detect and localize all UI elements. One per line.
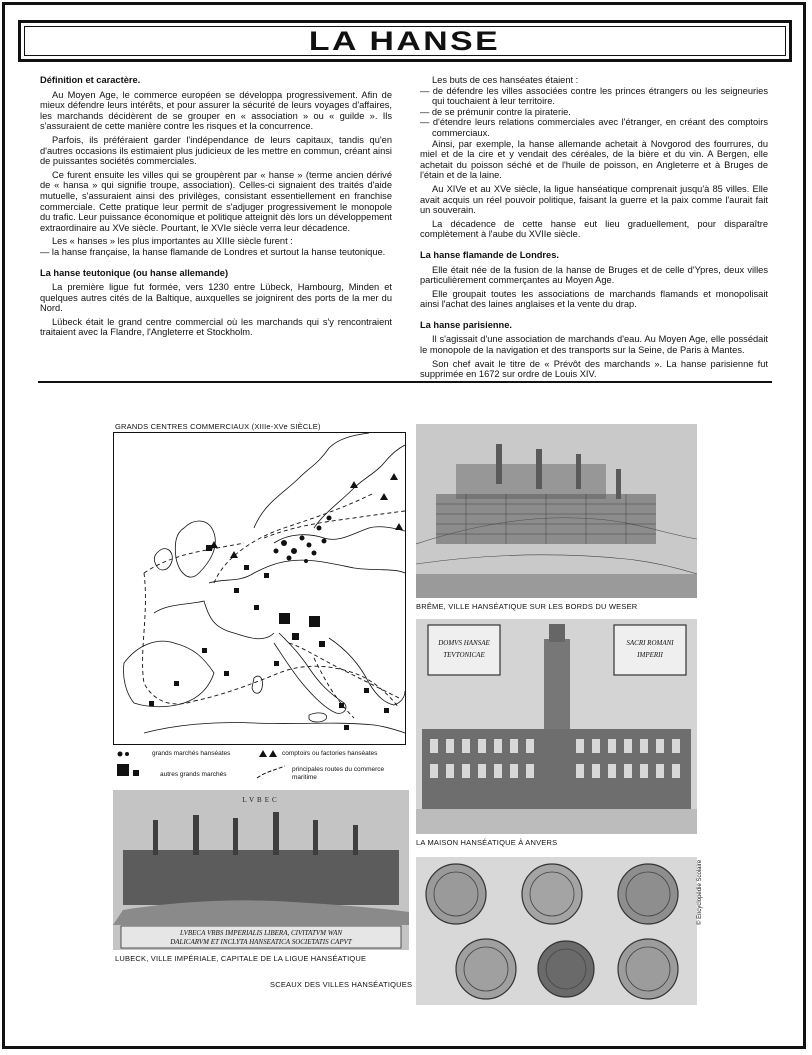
paris-heading: La hanse parisienne. [420,319,512,330]
bremen-drawing [416,424,697,598]
antwerp-caption: LA MAISON HANSÉATIQUE À ANVERS [416,838,558,847]
left-column [40,75,392,341]
paragraph: Il s'agissait d'une association de marchands d'eau. Au Moyen Age, elle possédait le monopole de la navigation et des transports sur la Seine, de Paris à Mantes. [420,334,768,356]
antwerp-cartouche-left-1: DOMVS HANSAE [438,639,490,647]
bremen-caption: BRÊME, VILLE HANSÉATIQUE SUR LES BORDS DU WESER [416,602,638,611]
antwerp-cartouche-left-2: TEVTONICAE [443,651,485,659]
paragraph: Au XIVe et au XVe siècle, la ligue hanséatique comprenait jusqu'à 85 villes. Elle avait acquis un réel pouvoir politique, faisant la guerre et la paix comme l'aurait fait un souverain. [420,183,768,216]
right-column [420,75,768,383]
paragraph: Elle groupait toutes les associations de marchands flamands et monopolisait ainsi l'achat des laines anglaises et la vente du drap. [420,288,768,310]
seals-caption: SCEAUX DES VILLES HANSÉATIQUES [270,980,413,989]
legend-counters-label: comptoirs ou factories hanséates [282,750,378,757]
lubeck-engraving [113,790,409,950]
paragraph: Les buts de ces hanséates étaient : [432,75,579,85]
bremen-engraving [416,424,697,598]
list-item: — de défendre les villes associées contre les princes étrangers ou les seigneuries qui touchaient à leur territoire. [420,85,768,107]
paragraph: Elle était née de la fusion de la hanse de Bruges et de celle d'Ypres, deux villes particulièrement commerçantes au Moyen Age. [420,264,768,286]
lubeck-banner-line-2: DALICARVM ET INCLYTA HANSEATICA SOCIETATIS CAPVT [170,938,352,946]
copyright-notice: © Encyclopédie Scolaire [697,859,703,925]
legend-other-markets-label: autres grands marchés [160,771,227,778]
paragraph: Son chef avait le titre de « Prévôt des marchands ». La hanse parisienne fut supprimée en 1672 sur ordre de Louis XIV. [420,358,768,380]
trade-map [113,432,406,745]
teutonic-heading: La hanse teutonique (ou hanse allemande) [40,267,229,278]
list-item: — la hanse française, la hanse flamande de Londres et surtout la hanse teutonique. [40,246,386,257]
antwerp-drawing [416,619,697,834]
map-caption: GRANDS CENTRES COMMERCIAUX (XIIIe-XVe SIÈCLE) [115,422,321,431]
paragraph: Parfois, ils préféraient garder l'indépendance de leurs capitaux, tandis qu'en d'autres occasions ils estimaient plus judicieux de les mettre en commun, créant ainsi de puissantes sociétés commerciales. [40,134,392,167]
antwerp-cartouche-right-1: SACRI ROMANI [626,639,674,647]
definition-heading: Définition et caractère. [40,75,141,85]
lubeck-banner-line-1: LVBECA VRBS IMPERIALIS LIBERA, CIVITATVM WAN [179,929,343,937]
list-item: — d'étendre leurs relations commerciales avec l'étranger, en créant des comptoirs commerciaux. [420,117,768,138]
legend-markets-label: grands marchés hanséates [152,750,231,757]
flemish-heading: La hanse flamande de Londres. [420,249,559,260]
legend-routes-label: principales routes du commerce maritime [292,766,385,781]
paragraph: Au Moyen Age, le commerce européen se développa progressivement. Afin de mieux défendre leurs intérêts, et pour assurer la sécurité de leurs voyages d'affaires, les marchands décidèrent de se grouper en « association » ou « guilde ». Ils s'assuraient de cette manière contre les risques et la concurrence. [40,89,392,132]
antwerp-cartouche-right-2: IMPERII [637,651,663,659]
seals-photo [416,857,697,1005]
title-box [18,20,792,62]
paragraph: Les « hanses » les plus importantes au XIIIe siècle furent : [52,236,293,247]
seals-drawing [416,857,697,1005]
paragraph: La première ligue fut formée, vers 1230 entre Lübeck, Hambourg, Minden et quelques autres cités de la Baltique, auxquelles se joignirent des ports de la mer du Nord. [40,282,392,314]
lubeck-drawing [113,790,409,950]
list-item: — de se prémunir contre la piraterie. [420,106,571,117]
map-drawing [114,433,405,744]
paragraph: La décadence de cette hanse eut lieu graduellement, pour disparaître complètement à l'aube du XVIIe siècle. [420,218,768,240]
paragraph: Lübeck était le grand centre commercial où les marchands qui s'y rencontraient traitaient avec la Flandre, l'Angleterre et Stockholm. [40,316,392,338]
lubeck-top-label: LVBEC [242,796,280,804]
paragraph: Ce furent ensuite les villes qui se groupèrent par « hanse » (terme ancien dérivé de « hansa » qui signifie troupe, association). Celles-ci signaient des traités d'aide mutuelle, s'assuraient ainsi des privilèges, consistant essentiellement en franchise commerciale. Cette pratique leur permit de s'adjuger progressivement le monopole du trafic. Leur puissance économique et politique atteignit dès lors un développement extraordinaire au XVe siècle. Pourtant, le XVIe siècle verra leur décadence. [40,169,392,233]
antwerp-engraving [416,619,697,834]
paragraph: Ainsi, par exemple, la hanse allemande achetait à Novgorod des fourrures, du miel et de la cire et y vendait des céréales, de la bière et du vin. A Bergen, elle achetait du poisson séché et de l'huile de poisson, en Angleterre et à Bruges de l'étain et de la laine. [420,138,768,181]
section-divider [38,381,772,383]
lubeck-caption: LUBECK, VILLE IMPÉRIALE, CAPITALE DE LA LIGUE HANSÉATIQUE [115,954,367,963]
page-title: LA HANSE [309,25,501,56]
